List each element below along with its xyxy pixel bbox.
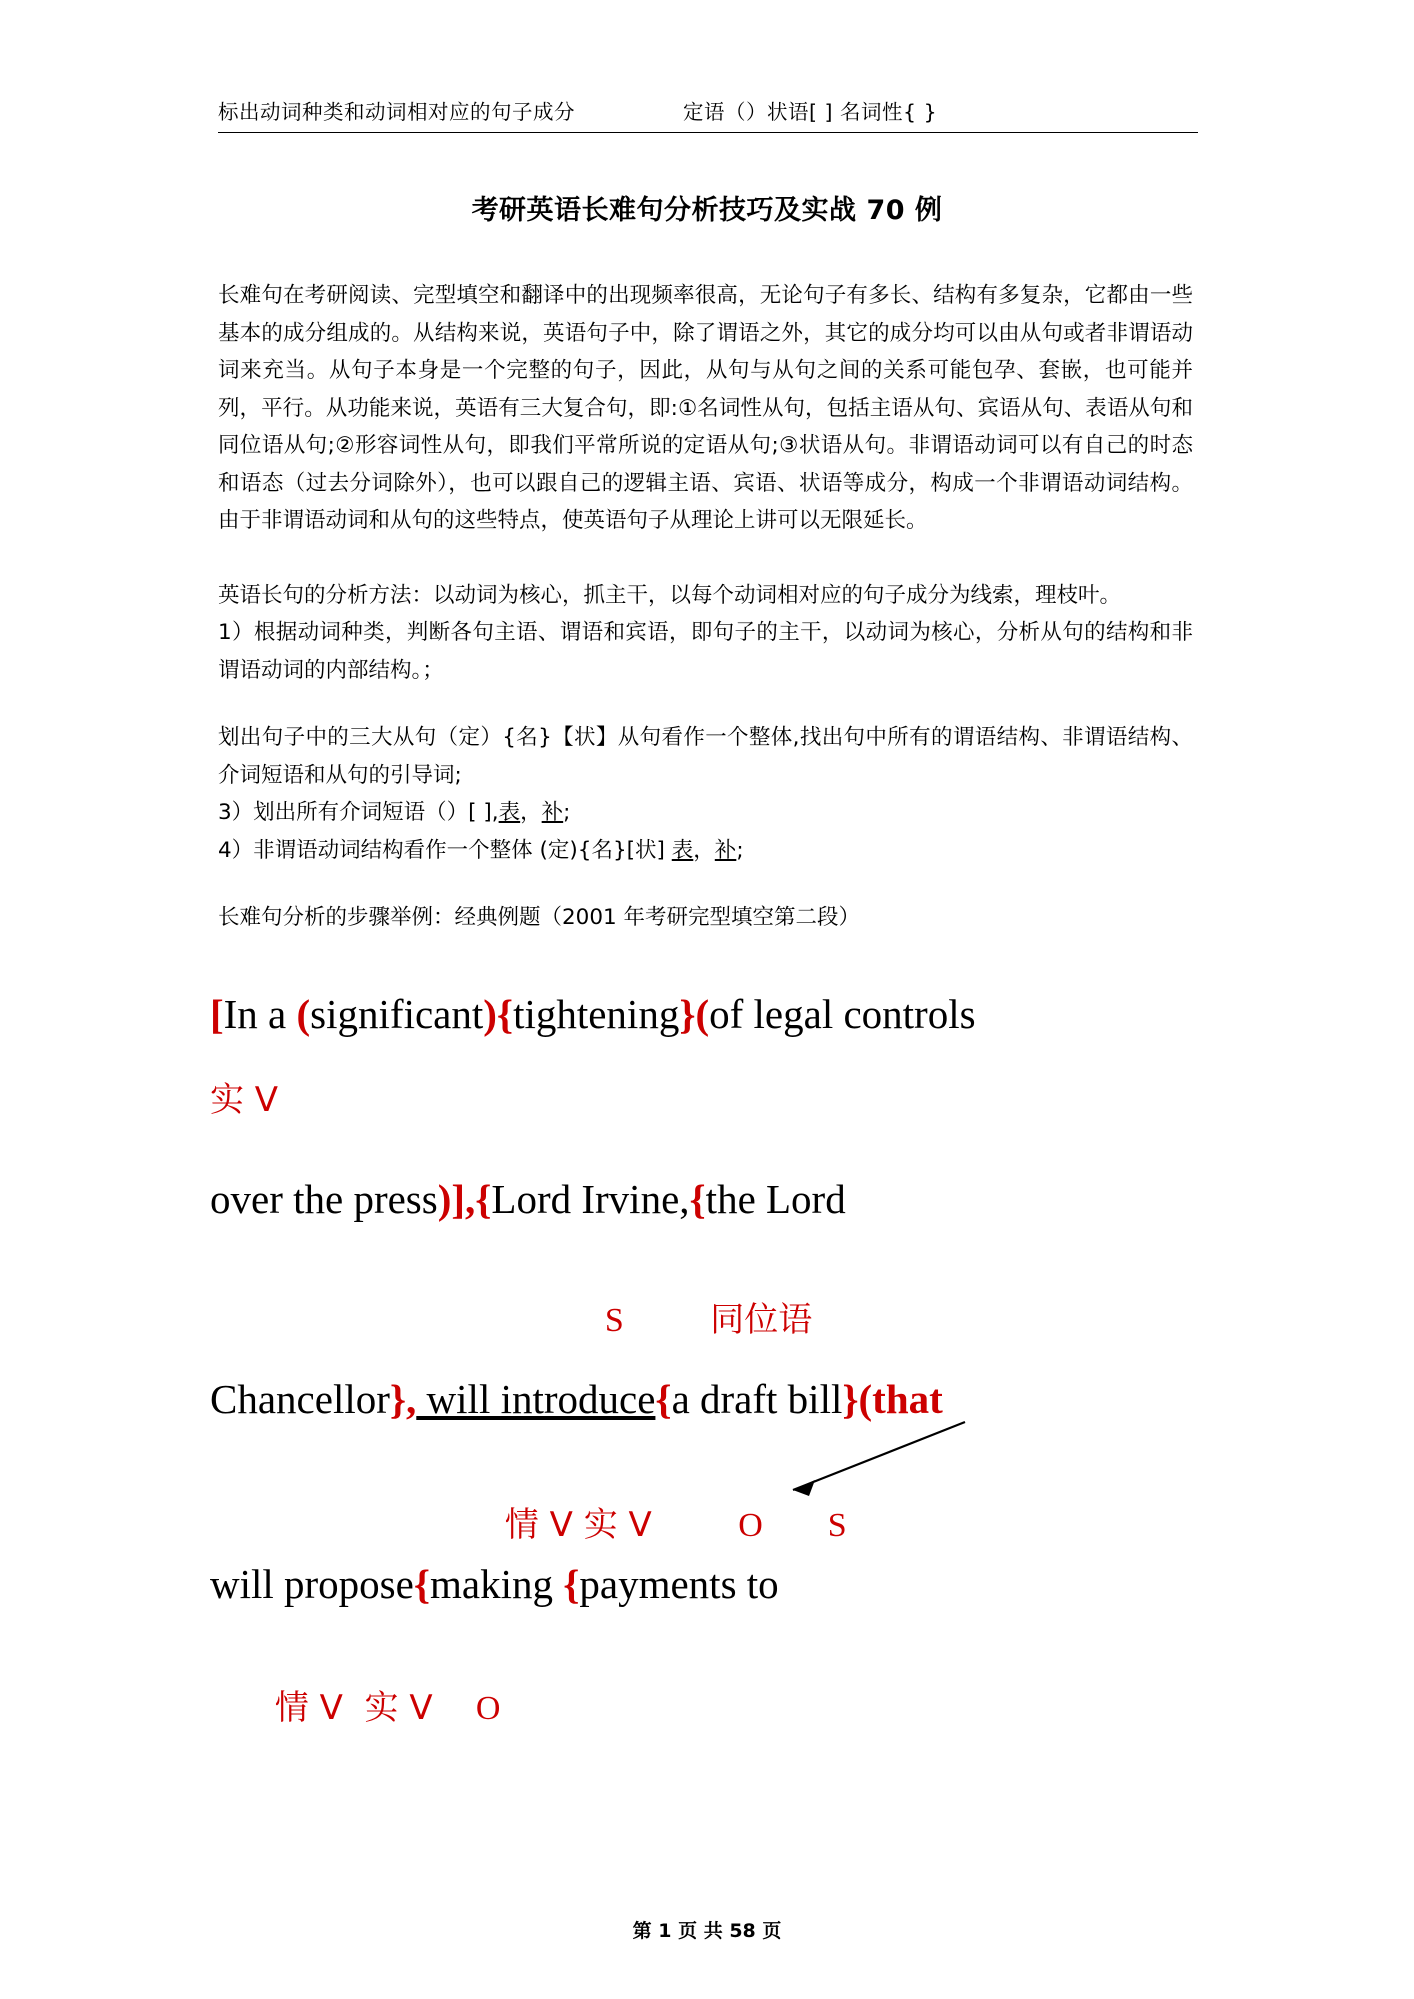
step3-end: ;	[563, 800, 571, 825]
step3-underline-1: 表	[498, 800, 521, 825]
line1-bracket-1: [	[210, 991, 224, 1037]
example-line-1-marks: 实 V	[210, 1080, 279, 1120]
document-body	[218, 277, 1193, 937]
paragraph-step2: 划出句子中的三大从句（定）{名}【状】从句看作一个整体,找出句中所有的谓语结构、非谓语结构、介词短语和从句的引导词;	[218, 725, 1193, 788]
paragraph-method: 英语长句的分析方法：以动词为核心，抓主干，以每个动词相对应的句子成分为线索，理枝叶。	[218, 582, 1122, 608]
line1-text-3: tightening	[513, 991, 680, 1037]
example-line-4-marks	[210, 1648, 500, 1769]
line2-bracket-2: {	[689, 1176, 706, 1222]
paragraph-example-intro: 长难句分析的步骤举例：经典例题（2001 年考研完型填空第二段）	[218, 905, 861, 930]
footer-suffix: 页	[762, 1920, 782, 1942]
line4-bracket-2: {	[563, 1561, 580, 1607]
footer-mid: 页 共	[678, 1920, 723, 1942]
line2-text-1: over the press	[210, 1176, 438, 1222]
line2-text-2: Lord Irvine,	[491, 1176, 690, 1222]
line3-text-1: Chancellor	[210, 1376, 390, 1422]
example-line-3	[210, 1375, 943, 1423]
step4-end: ;	[736, 837, 744, 863]
page-title: 考研英语长难句分析技巧及实战 70 例	[471, 195, 943, 226]
step3-prefix: 3）划出所有介词短语（）[ ],	[218, 800, 499, 825]
line3-mark-verbs: 情 V 实 V	[504, 1505, 652, 1545]
footer-total-pages: 58	[729, 1920, 756, 1942]
line3-text-2: will introduce	[416, 1376, 656, 1422]
line4-bracket-1: {	[413, 1561, 430, 1607]
example-line-1	[210, 990, 976, 1038]
example-line-2-marks	[540, 1260, 812, 1381]
line2-mark-subject: S	[604, 1302, 624, 1339]
header-left-text: 标出动词种类和动词相对应的句子成分	[218, 100, 575, 124]
paragraph-step4	[218, 832, 1193, 870]
step4-mid: ，	[693, 837, 715, 863]
line3-bracket-2: {	[655, 1376, 672, 1422]
line1-text-2: significant	[310, 991, 484, 1037]
page-header	[218, 95, 1198, 125]
example-line-2	[210, 1175, 846, 1223]
line1-bracket-3: ){	[483, 991, 514, 1037]
line3-mark-object: O	[738, 1507, 763, 1544]
line3-text-4: that	[872, 1376, 943, 1422]
step4-underline-1: 表	[671, 837, 694, 863]
paragraph-intro: 长难句在考研阅读、完型填空和翻译中的出现频率很高，无论句子有多长、结构有多复杂，它都由一些基本的成分组成的。从结构来说，英语句子中，除了谓语之外，其它的成分均可以由从句或者非谓语动词来充当。从句子本身是一个完整的句子，因此，从句与从句之间的关系可能包孕、套嵌，也可能并列，平行。从功能来说，英语有三大复合句，即:①名词性从句，包括主语从句、宾语从句、表语从句和同位语从句;②形容词性从句，即我们平常所说的定语从句;③状语从句。非谓语动词可以有自己的时态和语态（过去分词除外），也可以跟自己的逻辑主语、宾语、状语等成分，构成一个非谓语动词结构。由于非谓语动词和从句的这些特点，使英语句子从理论上讲可以无限延长。	[218, 283, 1193, 533]
step4-prefix: 4）非谓语动词结构看作一个整体 (定){名}[状]	[218, 837, 672, 863]
line4-mark-verbs: 情 V 实 V	[274, 1688, 433, 1728]
line2-mark-appositive: 同位语	[710, 1300, 813, 1340]
line1-text-1: In a	[223, 991, 297, 1037]
line2-bracket-1: )],{	[437, 1176, 492, 1222]
paragraph-step1: 1）根据动词种类，判断各句主语、谓语和宾语，即句子的主干，以动词为核心，分析从句的结构和非谓语动词的内部结构。；	[218, 620, 1193, 683]
line3-bracket-3: }(	[842, 1376, 873, 1422]
reference-arrow-icon	[775, 1418, 975, 1508]
header-right-text: 定语（）状语[ ] 名词性{ }	[683, 100, 938, 124]
line2-text-3: the Lord	[705, 1176, 846, 1222]
line3-text-3: a draft bill	[671, 1376, 843, 1422]
line3-mark-subject: S	[827, 1507, 847, 1544]
step4-underline-2: 补	[714, 837, 737, 863]
step3-underline-2: 补	[541, 800, 564, 825]
line1-bracket-2: (	[296, 991, 311, 1037]
line4-text-3: payments to	[579, 1561, 779, 1607]
header-divider	[218, 132, 1198, 133]
step3-mid: ，	[520, 800, 542, 825]
line4-text-1: will propose	[210, 1561, 414, 1607]
paragraph-step3	[218, 794, 1193, 832]
example-line-4	[210, 1560, 779, 1608]
footer-prefix: 第	[632, 1920, 652, 1942]
footer-page-number: 1	[658, 1920, 672, 1942]
line1-text-4: of legal controls	[709, 991, 976, 1037]
line4-mark-object: O	[475, 1690, 501, 1727]
line1-bracket-4: }(	[679, 991, 710, 1037]
page-footer	[0, 1916, 1414, 1943]
line4-text-2: making	[430, 1561, 564, 1607]
line3-bracket-1: },	[389, 1376, 417, 1422]
